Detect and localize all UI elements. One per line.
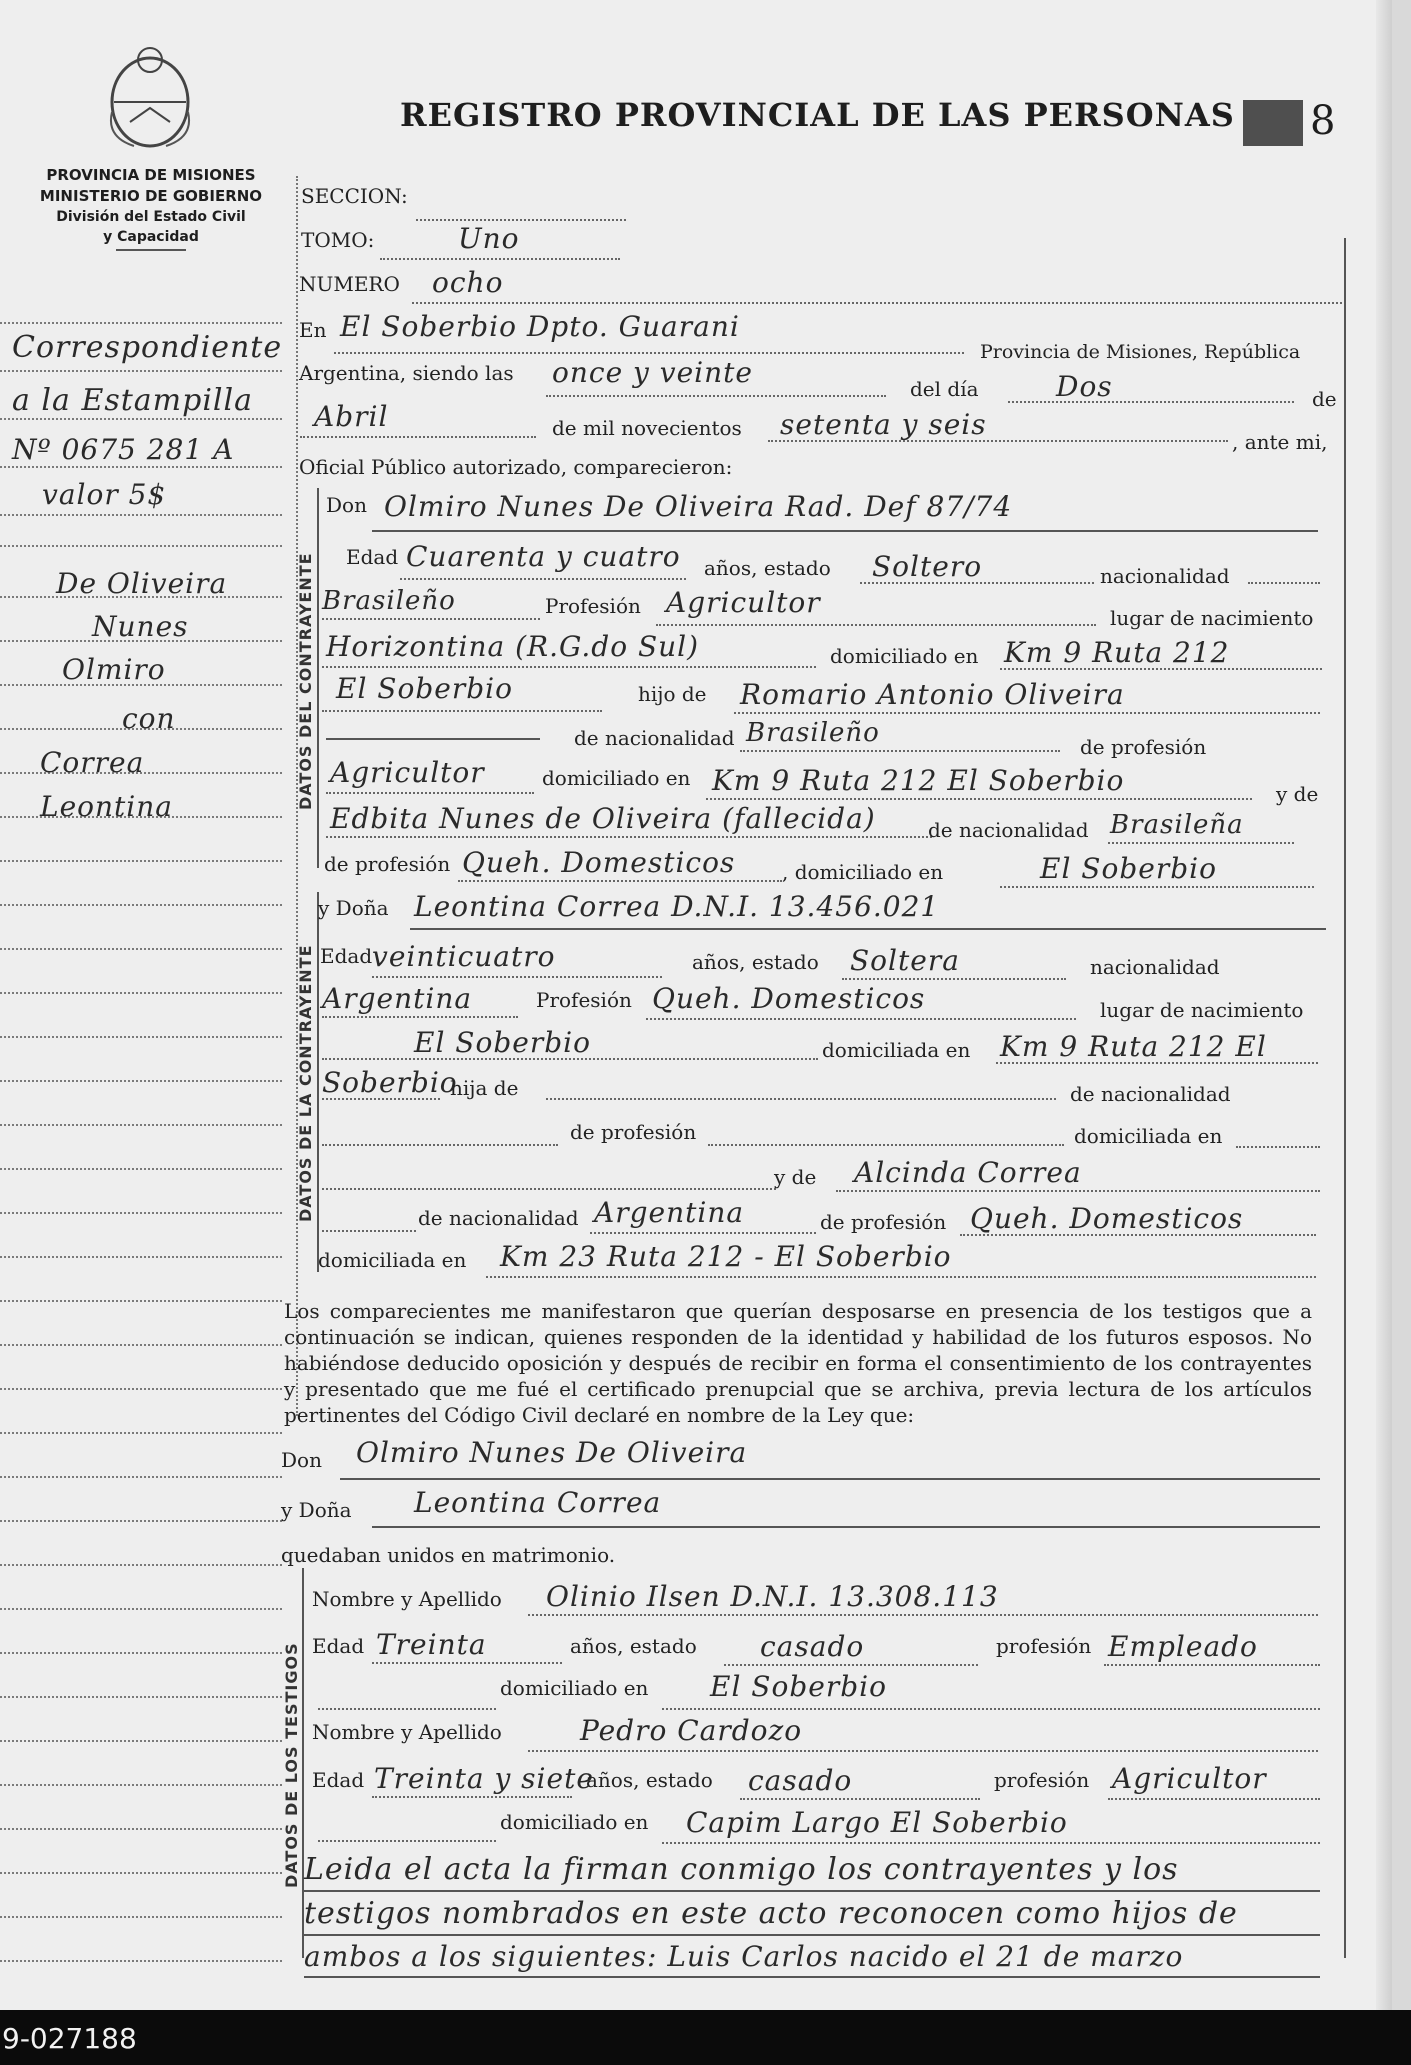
- ca-hija-dom-line: [1236, 1146, 1320, 1148]
- c-nombre-line: [372, 530, 1318, 532]
- c-nombre: Olmiro Nunes De Oliveira Rad. Def 87/74: [384, 490, 1013, 523]
- c-edad: Cuarenta y cuatro: [406, 540, 681, 573]
- redaction-mark: [1243, 100, 1303, 146]
- mes-line: [300, 436, 536, 438]
- ca-profesion: Queh. Domesticos: [652, 982, 926, 1015]
- t1-estado-label: años, estado: [570, 1634, 697, 1658]
- hora-line: [546, 395, 886, 397]
- t1-nombre-label: Nombre y Apellido: [312, 1587, 502, 1611]
- c-nacionalidad-line-end: [1248, 582, 1320, 584]
- unidos-text: quedaban unidos en matrimonio.: [281, 1543, 616, 1567]
- ca-hija-nac-label: de nacionalidad: [1070, 1082, 1231, 1106]
- testigos-side-label: DATOS DE LOS TESTIGOS: [282, 1642, 301, 1888]
- margin-note-line-10: Leontina: [40, 790, 173, 823]
- decl-dona-line: [372, 1526, 1320, 1528]
- contrayente-side-label: DATOS DEL CONTRAYENTE: [296, 552, 315, 810]
- ca-dona-label: y Doña: [318, 896, 389, 920]
- margin-note-line-8: con: [122, 702, 176, 735]
- ca-nacionalidad-line: [322, 1016, 518, 1018]
- ca-madre-domicilio: Km 23 Ruta 212 - El Soberbio: [500, 1240, 952, 1273]
- ca-edad: veinticuatro: [372, 940, 556, 973]
- c-madre-dom-label: , domiciliado en: [782, 860, 944, 884]
- c-madre-nac-label: de nacionalidad: [928, 818, 1089, 842]
- mes-value: Abril: [314, 400, 389, 433]
- ca-hija-prof-label: de profesión: [570, 1120, 697, 1144]
- ca-madre-prof-label: de profesión: [820, 1210, 947, 1234]
- t1-profesion-line: [1104, 1664, 1320, 1666]
- t1-edad-label: Edad: [312, 1634, 365, 1658]
- ca-madre-nac-line: [590, 1232, 816, 1234]
- ca-estado-label: años, estado: [692, 950, 819, 974]
- c-padre-nac-line: [740, 750, 1060, 752]
- del-dia-label: del día: [910, 377, 979, 401]
- c-madre-dom-line: [1000, 886, 1314, 888]
- closing-line-1: Leida el acta la firman conmigo los contrayentes y los: [304, 1852, 1179, 1887]
- c-don-label: Don: [326, 493, 367, 517]
- c-nacionalidad: Brasileño: [322, 586, 456, 616]
- ca-domicilio-cont: Soberbio: [322, 1066, 458, 1099]
- seccion-label: SECCION:: [301, 184, 408, 208]
- footer-code: 9-027188: [2, 2022, 137, 2055]
- t1-nombre-line: [528, 1614, 1318, 1616]
- form-right-rule: [1344, 238, 1346, 1958]
- closing-rule-2: [304, 1934, 1320, 1936]
- closing-line-3: ambos a los siguientes: Luis Carlos nacido el 21 de marzo: [304, 1940, 1184, 1973]
- c-edad-label: Edad: [346, 545, 399, 569]
- c-madre-domicilio: El Soberbio: [1040, 852, 1217, 885]
- contrayenta-side-label: DATOS DE LA CONTRAYENTE: [296, 944, 315, 1222]
- c-padre-profesion: Agricultor: [330, 756, 485, 789]
- page-number: 8: [1310, 98, 1336, 144]
- t1-profesion: Empleado: [1108, 1630, 1258, 1663]
- dia-line: [1008, 401, 1294, 403]
- t2-nombre-label: Nombre y Apellido: [312, 1720, 502, 1744]
- margin-note-line-9: Correa: [40, 746, 145, 779]
- ca-hija-line: [546, 1098, 1056, 1100]
- ca-madre: Alcinda Correa: [854, 1156, 1082, 1189]
- t2-domiciliado-label: domiciliado en: [500, 1810, 649, 1834]
- c-hijo-label: hijo de: [638, 682, 707, 706]
- c-padre-dom-label: domiciliado en: [542, 766, 691, 790]
- page-title: REGISTRO PROVINCIAL DE LAS PERSONAS: [400, 96, 1235, 134]
- ca-hija-dom-label: domiciliada en: [1074, 1124, 1223, 1148]
- ca-domiciliada-label: domiciliada en: [822, 1038, 971, 1062]
- c-padre-dom-line: [706, 798, 1252, 800]
- c-profesion-line: [656, 624, 1096, 626]
- decl-don-line: [340, 1478, 1320, 1480]
- c-madre-nac-line: [1108, 842, 1294, 844]
- t2-domicilio-line: [662, 1842, 1320, 1844]
- c-domicilio-cont: El Soberbio: [336, 672, 513, 705]
- ca-blank-nac-line: [322, 1144, 558, 1146]
- coat-of-arms-icon: [104, 42, 196, 150]
- ca-edad-line: [372, 976, 662, 978]
- anio-value: setenta y seis: [780, 408, 987, 441]
- closing-rule-3: [304, 1976, 1320, 1978]
- closing-line-2: testigos nombrados en este acto reconocen como hijos de: [304, 1896, 1238, 1931]
- ca-estado-line: [842, 978, 1066, 980]
- ca-blank-dom-line: [322, 1188, 776, 1190]
- t2-edad: Treinta y siete: [374, 1762, 594, 1795]
- hora-value: once y veinte: [552, 356, 753, 389]
- ca-hija-label: hija de: [450, 1076, 519, 1100]
- c-padre: Romario Antonio Oliveira: [740, 678, 1125, 711]
- t2-dom-lead-line: [318, 1840, 496, 1842]
- c-y-de-label: y de: [1276, 782, 1319, 806]
- margin-note-line-2: a la Estampilla: [12, 383, 253, 418]
- c-estado-label: años, estado: [704, 556, 831, 580]
- c-madre-nacionalidad: Brasileña: [1110, 810, 1244, 840]
- t2-estado: casado: [748, 1764, 853, 1797]
- c-profesion-label: Profesión: [545, 594, 641, 618]
- ca-madre-dom-line: [486, 1276, 1316, 1278]
- t1-nombre: Olinio Ilsen D.N.I. 13.308.113: [546, 1580, 999, 1613]
- ca-madre-profesion: Queh. Domesticos: [970, 1202, 1244, 1235]
- ca-nombre-line: [410, 928, 1326, 930]
- en-line: [334, 352, 964, 354]
- ca-madre-line: [836, 1190, 1320, 1192]
- ministry-name: MINISTERIO DE GOBIERNO: [39, 187, 263, 205]
- c-profesion: Agricultor: [666, 586, 821, 619]
- mil-label: de mil novecientos: [552, 416, 742, 440]
- t1-domiciliado-label: domiciliado en: [500, 1676, 649, 1700]
- tomo-label: TOMO:: [301, 228, 375, 252]
- ca-madre-nac-label: de nacionalidad: [418, 1206, 579, 1230]
- contrayente-bracket: [317, 488, 319, 868]
- t1-edad: Treinta: [376, 1628, 487, 1661]
- margin-note-line-5: De Oliveira: [56, 567, 228, 600]
- decl-dona-label: y Doña: [281, 1498, 352, 1522]
- t2-profesion: Agricultor: [1112, 1762, 1267, 1795]
- c-edad-line: [400, 578, 686, 580]
- ca-edad-label: Edad: [320, 944, 373, 968]
- c-lugar-label: lugar de nacimiento: [1110, 606, 1314, 630]
- t1-estado: casado: [760, 1630, 865, 1663]
- t2-edad-label: Edad: [312, 1768, 365, 1792]
- ca-y-de-label: y de: [774, 1165, 817, 1189]
- t2-edad-line: [372, 1796, 572, 1798]
- c-lugar: Horizontina (R.G.do Sul): [326, 630, 700, 663]
- c-padre-nac-label: de nacionalidad: [574, 726, 735, 750]
- t2-estado-line: [740, 1798, 980, 1800]
- c-madre-line: [326, 836, 932, 838]
- c-estado: Soltero: [872, 550, 983, 583]
- c-nacionalidad-line: [322, 618, 540, 620]
- t1-profesion-label: profesión: [996, 1634, 1092, 1658]
- c-padre-line: [734, 712, 1320, 714]
- margin-note-line-4: valor 5$: [42, 478, 167, 511]
- footer-bar: [0, 2010, 1411, 2065]
- oficial-label: Oficial Público autorizado, comparecieron:: [299, 455, 733, 479]
- c-padre-prof-label: de profesión: [1080, 735, 1207, 759]
- division-line-1: División del Estado Civil: [56, 209, 246, 225]
- ca-estado: Soltera: [850, 944, 960, 977]
- c-nacionalidad-label: nacionalidad: [1100, 564, 1230, 588]
- numero-label: NUMERO: [299, 272, 400, 296]
- c-madre: Edbita Nunes de Oliveira (fallecida): [330, 802, 876, 835]
- decl-don-value: Olmiro Nunes De Oliveira: [356, 1436, 748, 1469]
- t2-profesion-label: profesión: [994, 1768, 1090, 1792]
- dia-value: Dos: [1056, 370, 1113, 403]
- ante-mi-label: , ante mi,: [1232, 430, 1328, 454]
- c-domicilio: Km 9 Ruta 212: [1004, 636, 1230, 669]
- issuer-block: [20, 165, 282, 251]
- t1-dom-lead-line: [318, 1708, 496, 1710]
- de-label: de: [1312, 387, 1337, 411]
- ca-madre-nacionalidad: Argentina: [594, 1196, 745, 1229]
- decl-dona-value: Leontina Correa: [414, 1486, 662, 1519]
- ca-domicilio: Km 9 Ruta 212 El: [1000, 1030, 1267, 1063]
- c-madre-prof-label: de profesión: [324, 852, 451, 876]
- seccion-line: [416, 219, 626, 221]
- tomo-line: [380, 258, 620, 260]
- c-madre-prof-line: [458, 880, 782, 882]
- ca-blank-lead-line: [322, 1230, 416, 1232]
- closing-rule-1: [304, 1890, 1320, 1892]
- c-padre-nacionalidad: Brasileño: [746, 718, 880, 748]
- c-domiciliado-label: domiciliado en: [830, 644, 979, 668]
- ca-profesion-line: [646, 1018, 1076, 1020]
- t2-nombre-line: [528, 1750, 1318, 1752]
- ca-lugar-label: lugar de nacimiento: [1100, 998, 1304, 1022]
- division-line-2: y Capacidad: [103, 229, 199, 245]
- numero-value: ocho: [432, 266, 504, 299]
- c-padre-prof-line: [326, 792, 534, 794]
- c-madre-profesion: Queh. Domesticos: [462, 846, 736, 879]
- t2-domicilio: Capim Largo El Soberbio: [686, 1806, 1068, 1839]
- province-name: PROVINCIA DE MISIONES: [46, 166, 256, 184]
- declaracion-text: Los comparecientes me manifestaron que querían desposarse en presencia de los testigos que a continuación se indican, quienes responden de la identidad y habilidad de los futuros esposos. No habiéndose deducido oposición y después de recibir en forma el consentimiento de los contrayentes y presentado que me fué el certificado prenupcial que se archiva, previa lectura de los artículos pertinentes del Código Civil declaré en nombre de la Ley que:: [284, 1299, 1312, 1427]
- t1-domicilio: El Soberbio: [710, 1670, 887, 1703]
- margin-note-line-6: Nunes: [92, 610, 189, 643]
- argentina-label: Argentina, siendo las: [299, 361, 514, 385]
- provincia-text: Provincia de Misiones, República: [980, 341, 1301, 363]
- t1-domicilio-line: [662, 1708, 1320, 1710]
- ca-nacionalidad: Argentina: [322, 982, 473, 1015]
- ca-madre-dom-label: domiciliada en: [318, 1248, 467, 1272]
- ca-blank-prof-line: [708, 1144, 1064, 1146]
- en-label: En: [299, 318, 327, 342]
- t2-estado-label: años, estado: [586, 1768, 713, 1792]
- decl-don-label: Don: [281, 1448, 322, 1472]
- ca-profesion-label: Profesión: [536, 988, 632, 1012]
- ca-nacionalidad-label: nacionalidad: [1090, 955, 1220, 979]
- numero-line: [412, 302, 1342, 304]
- contrayenta-bracket: [317, 892, 319, 1272]
- c-lugar-line: [322, 666, 816, 668]
- t1-edad-line: [372, 1662, 562, 1664]
- t2-profesion-line: [1108, 1798, 1320, 1800]
- margin-note-line-3: Nº 0675 281 A: [12, 433, 235, 466]
- t1-estado-line: [724, 1664, 978, 1666]
- margin-note-line-1: Correspondiente: [12, 330, 283, 365]
- c-domicilio-cont-line: [322, 710, 602, 712]
- en-value: El Soberbio Dpto. Guarani: [340, 310, 740, 343]
- tomo-value: Uno: [458, 222, 520, 255]
- c-padre-domicilio: Km 9 Ruta 212 El Soberbio: [712, 764, 1125, 797]
- margin-note-line-7: Olmiro: [62, 653, 166, 686]
- ca-lugar: El Soberbio: [414, 1026, 591, 1059]
- ca-nombre: Leontina Correa D.N.I. 13.456.021: [414, 890, 940, 923]
- c-blank-line: [326, 738, 540, 740]
- t2-nombre: Pedro Cardozo: [580, 1714, 803, 1747]
